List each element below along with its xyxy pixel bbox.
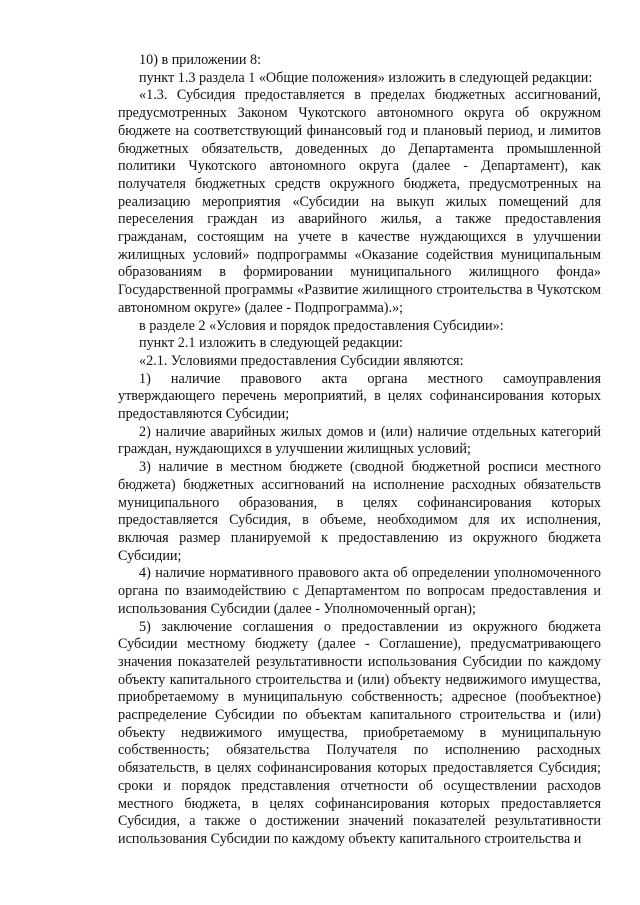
paragraph-condition-3: 3) наличие в местном бюджете (сводной бюджетной росписи местного бюджета) бюджетных ассигнований на исполнение расходных обязательств муниципального образования, в целях софинансирования которых предоставляется Субсидия, в объеме, необходимом для их исполнения, включая размер планируемой к предоставлению из окружного бюджета Субсидии; [118,459,601,564]
paragraph-section-2-heading: в разделе 2 «Условия и порядок предоставления Субсидии»: [139,317,504,334]
paragraph-clause-2-1-text: «2.1. Условиями предоставления Субсидии являются: [139,352,464,369]
paragraph-clause-1-3-text: «1.3. Субсидия предоставляется в пределах бюджетных ассигнований, предусмотренных Законом Чукотского автономного округа об окружном бюджете на соответствующий финансовый год и плановый период, и лимитов бюджетных обязательств, доведенных до Департамента промышленной политики Чукотского автономного округа (далее - Департамент), как получателя бюджетных средств окружного бюджета, предусмотренных на реализацию мероприятия «Субсидии на выкуп жилых помещений для переселения граждан из аварийного жилья, а также предоставления гражданам, состоящим на учете в качестве нуждающихся в улучшении жилищных условий» подпрограммы «Оказание содействия муниципальным образованиям в формировании муниципального жилищного фонда» Государственной программы «Развитие жилищного строительства в Чукотском автономном округе» (далее - Подпрограмма).»; [118,87,601,316]
paragraph-condition-2: 2) наличие аварийных жилых домов и (или) наличие отдельных категорий граждан, нуждающихся в улучшении жилищных условий; [118,423,601,458]
paragraph-condition-5: 5) заключение соглашения о предоставлении из окружного бюджета Субсидии местному бюджету (далее - Соглашение), предусматривающего значения показателей результативности использования Субсидии по каждому объекту капитального строительства и (или) объекту недвижимого имущества, приобретаемому в муниципальную собственность; адресное (пообъектное) распределение Субсидии по объектам капитального строительства и (или) объекту недвижимого имущества, приобретаемому в муниципальную собственность; обязательства Получателя по исполнению расходных обязательств, в целях софинансирования которых предоставляется Субсидия; сроки и порядок представления отчетности об осуществлении расходов местного бюджета, в целях софинансирования которых предоставляется Субсидия, а также о достижении значений показателей результативности использования Субсидии по каждому объекту капитального строительства и [118,618,601,847]
paragraph-clause-2-1-intro: пункт 2.1 изложить в следующей редакции: [139,335,403,352]
paragraph-item-10-heading: 10) в приложении 8: [139,52,262,68]
document-body [118,52,601,849]
paragraph-condition-1: 1) наличие правового акта органа местного самоуправления утверждающего перечень мероприятий, в целях софинансирования которых предоставляются Субсидии; [118,370,601,423]
paragraph-clause-1-3-intro: пункт 1.3 раздела 1 «Общие положения» изложить в следующей редакции: [139,69,593,86]
paragraph-condition-4: 4) наличие нормативного правового акта об определении уполномоченного органа по взаимодействию с Департаментом по вопросам предоставления и использования Субсидии (далее - Уполномоченный орган); [118,565,601,617]
